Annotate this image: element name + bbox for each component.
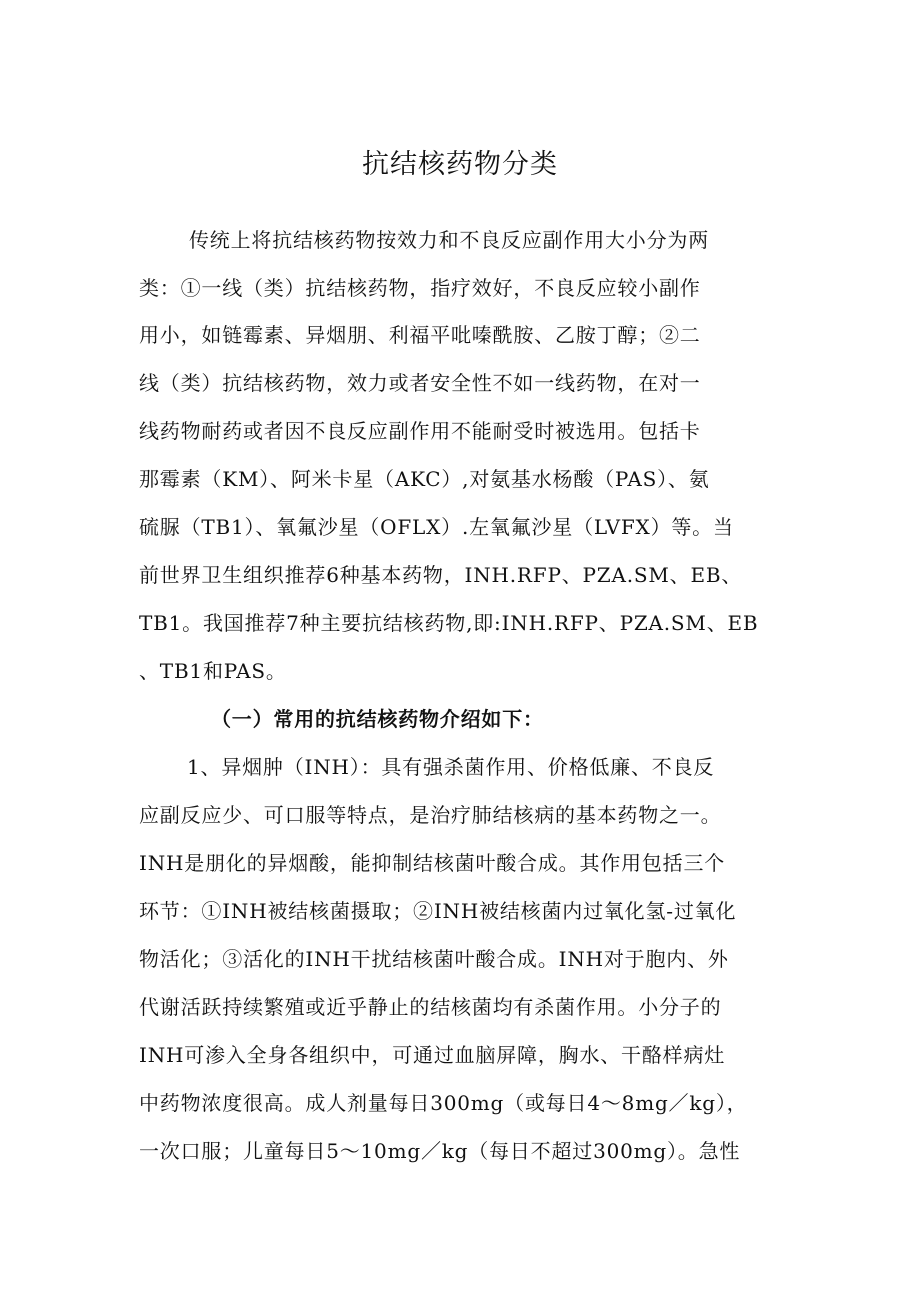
document-title: 抗结核药物分类 [362, 149, 558, 180]
paragraph-line: 代谢活跃持续繁殖或近乎静止的结核菌均有杀菌作用。小分子的 [139, 995, 722, 1019]
paragraph-line: 前世界卫生组织推荐6种基本药物，INH.RFP、PZA.SM、EB、 [139, 563, 743, 587]
paragraph-line: 物活化；③活化的INH干扰结核菌叶酸合成。INH对于胞内、外 [139, 947, 729, 971]
paragraph-line: INH是朋化的异烟酸，能抑制结核菌叶酸合成。其作用包括三个 [139, 851, 726, 875]
paragraph-line: 硫脲（TB1）、氧氟沙星（OFLX）.左氧氟沙星（LVFX）等。当 [139, 515, 734, 539]
paragraph-line: 应副反应少、可口服等特点，是治疗肺结核病的基本药物之一。 [139, 803, 722, 827]
paragraph-line: 一次口服；儿童每日5～10mg／kg（每日不超过300mg）。急性 [139, 1139, 741, 1163]
section-heading: （一）常用的抗结核药物介绍如下： [211, 707, 544, 731]
paragraph-line: 环节：①INH被结核菌摄取；②INH被结核菌内过氧化氢-过氧化 [139, 899, 737, 923]
paragraph-line: 线药物耐药或者因不良反应副作用不能耐受时被选用。包括卡 [139, 419, 701, 443]
paragraph-line: 那霉素（KM）、阿米卡星（AKC）,对氨基水杨酸（PAS）、氨 [139, 467, 710, 491]
paragraph-line: 用小，如链霉素、异烟朋、利福平吡嗪酰胺、乙胺丁醇；②二 [139, 323, 701, 347]
paragraph-line: 类：①一线（类）抗结核药物，指疗效好，不良反应较小副作 [139, 276, 701, 300]
paragraph-line: 、TB1和PAS。 [139, 659, 287, 683]
paragraph-line: 中药物浓度很高。成人剂量每日300mg（或每日4～8mg／kg）， [139, 1091, 748, 1115]
paragraph-line: TB1。我国推荐7种主要抗结核药物,即:INH.RFP、PZA.SM、EB [139, 611, 759, 635]
paragraph-line: INH可渗入全身各组织中，可通过血脑屏障，胸水、干酪样病灶 [139, 1043, 726, 1067]
paragraph-line: 1、异烟肿（INH）：具有强杀菌作用、价格低廉、不良反 [187, 755, 715, 779]
paragraph-line: 传统上将抗结核药物按效力和不良反应副作用大小分为两 [189, 228, 709, 252]
paragraph-line: 线（类）抗结核药物，效力或者安全性不如一线药物，在对一 [139, 371, 701, 395]
